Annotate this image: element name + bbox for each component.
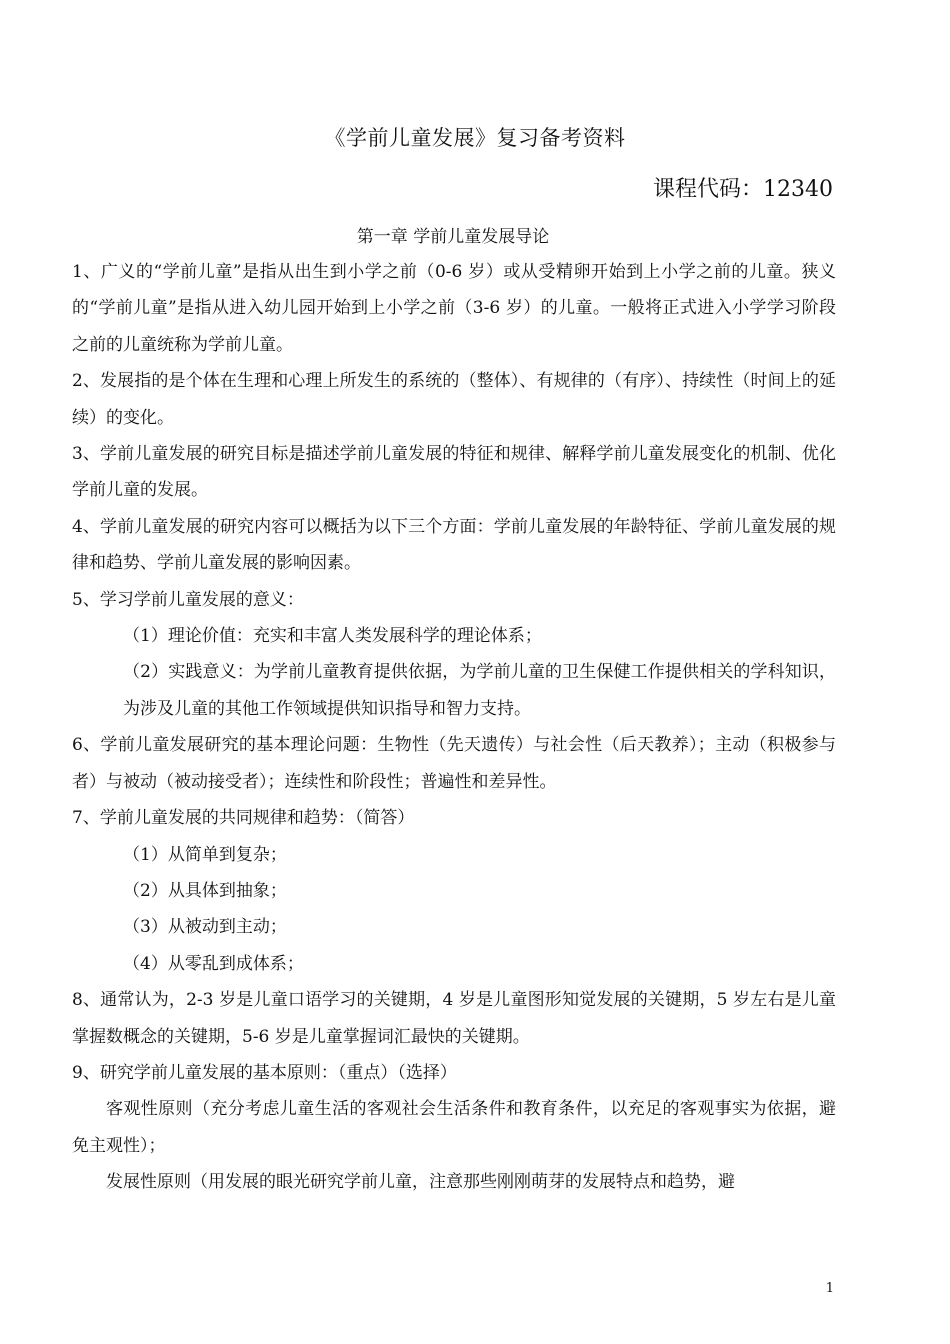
page-number: 1 [825,1281,834,1296]
paragraph-3: 3、学前儿童发展的研究目标是描述学前儿童发展的特征和规律、解释学前儿童发展变化的机制、优化学前儿童的发展。 [72,444,836,501]
paragraph-7-item-2: （2）从具体到抽象； [123,880,287,901]
paragraph-7-item-4: （4）从零乱到成体系； [123,953,304,974]
paragraph-9-principle-2: 发展性原则（用发展的眼光研究学前儿童，注意那些刚刚萌芽的发展特点和趋势，避 [106,1172,735,1193]
document-title: 《学前儿童发展》复习备考资料 [324,126,626,150]
paragraph-8: 8、通常认为，2-3 岁是儿童口语学习的关键期，4 岁是儿童图形知觉发展的关键期，5 岁左右是儿童掌握数概念的关键期，5-6 岁是儿童掌握词汇最快的关键期。 [72,990,836,1047]
paragraph-5-item-1: （1）理论价值：充实和丰富人类发展科学的理论体系； [123,626,542,647]
document-body [72,254,836,1201]
paragraph-6: 6、学前儿童发展研究的基本理论问题：生物性（先天遗传）与社会性（后天教养）；主动（积极参与者）与被动（被动接受者）；连续性和阶段性；普遍性和差异性。 [72,735,836,792]
paragraph-5-item-2: （2）实践意义：为学前儿童教育提供依据，为学前儿童的卫生保健工作提供相关的学科知识，为涉及儿童的其他工作领域提供知识指导和智力支持。 [123,662,836,719]
paragraph-7-item-1: （1）从简单到复杂； [123,844,287,865]
paragraph-7: 7、学前儿童发展的共同规律和趋势：（简答） [72,808,415,829]
paragraph-1: 1、广义的“学前儿童”是指从出生到小学之前（0-6 岁）或从受精卵开始到上小学之前的儿童。狭义的“学前儿童”是指从进入幼儿园开始到上小学之前（3-6 岁）的儿童。一般将正式进入小学学习阶段之前的儿童统称为学前儿童。 [72,262,836,355]
paragraph-4: 4、学前儿童发展的研究内容可以概括为以下三个方面：学前儿童发展的年龄特征、学前儿童发展的规律和趋势、学前儿童发展的影响因素。 [72,516,836,574]
paragraph-5: 5、学习学前儿童发展的意义： [72,589,304,610]
paragraph-9-principle-1: 客观性原则（充分考虑儿童生活的客观社会生活条件和教育条件，以充足的客观事实为依据，避免主观性）； [72,1099,836,1156]
chapter-heading: 第一章 学前儿童发展导论 [356,227,550,247]
course-code: 课程代码：12340 [653,177,833,202]
paragraph-7-item-3: （3）从被动到主动； [123,917,287,938]
paragraph-2: 2、发展指的是个体在生理和心理上所发生的系统的（整体）、有规律的（有序）、持续性（时间上的延续）的变化。 [72,371,836,428]
paragraph-9: 9、研究学前儿童发展的基本原则：（重点）（选择） [72,1062,457,1083]
